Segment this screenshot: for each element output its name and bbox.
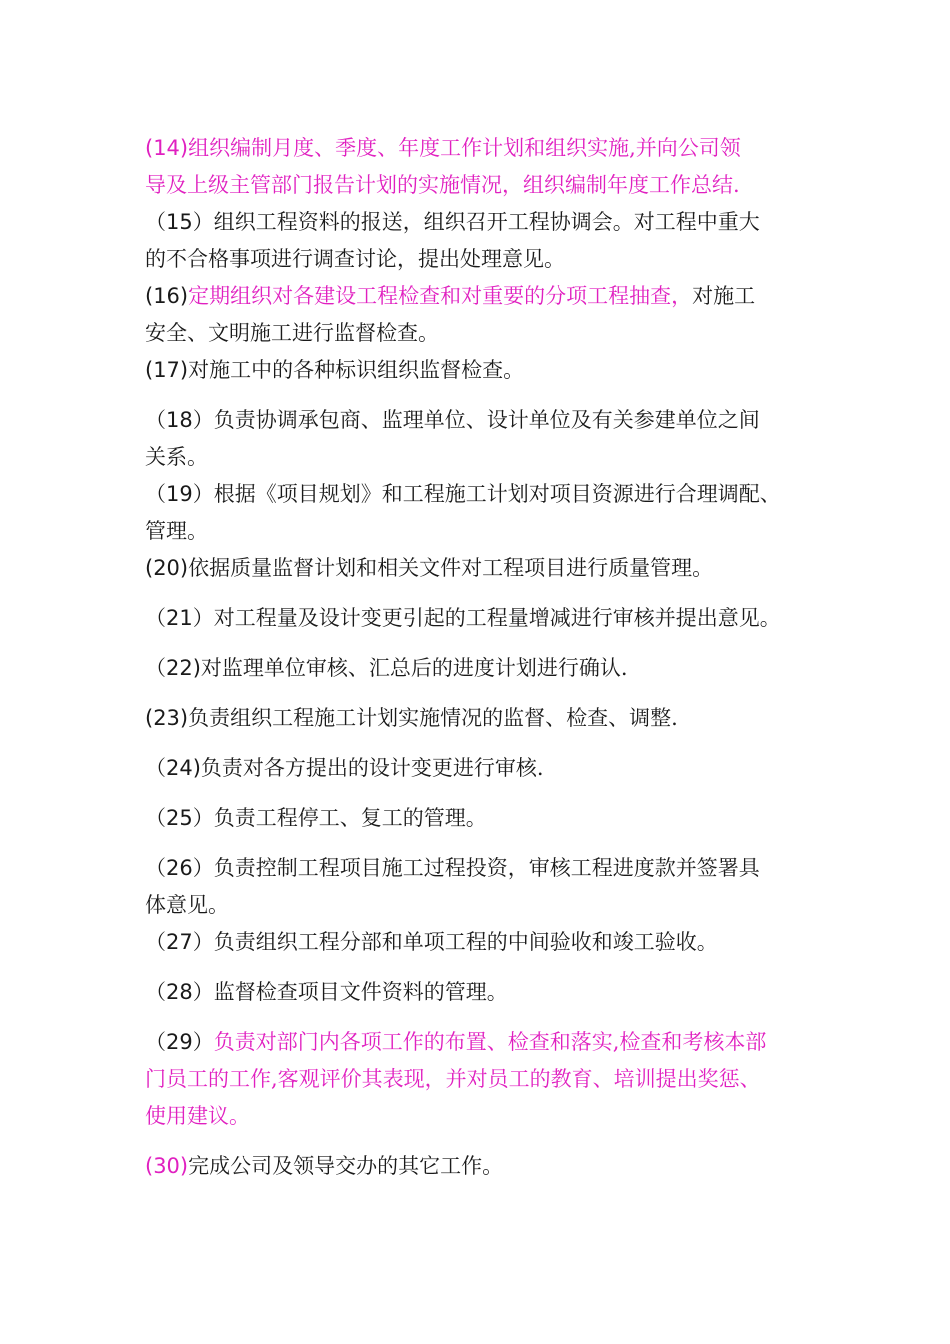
- text-segment: 关系。: [145, 445, 208, 469]
- text-line: [145, 887, 825, 924]
- text-segment: 负责组织工程分部和单项工程的中间验收和竣工验收。: [213, 930, 718, 954]
- text-segment: 负责工程停工、复工的管理。: [213, 806, 487, 830]
- text-line: [145, 352, 825, 389]
- item-number: （15）: [145, 210, 214, 234]
- list-item: [145, 402, 825, 476]
- list-item: [145, 1024, 825, 1135]
- item-number: （28）: [145, 980, 214, 1004]
- item-number: （26）: [145, 856, 214, 880]
- item-number: （19）: [145, 482, 214, 506]
- text-segment: 监督检查项目文件资料的管理。: [213, 980, 508, 1004]
- text-line: [145, 476, 825, 513]
- list-item: [145, 1148, 825, 1185]
- text-line: [145, 130, 825, 167]
- text-segment: 负责控制工程项目施工过程投资，审核工程进度款并签署具: [213, 856, 760, 880]
- text-segment: 对工程量及设计变更引起的工程量增减进行审核并提出意见。: [213, 606, 781, 630]
- text-line: [145, 278, 825, 315]
- list-item: [145, 130, 825, 204]
- text-segment: 负责对各方提出的设计变更进行审核.: [200, 756, 544, 780]
- text-segment: 对施工: [692, 284, 756, 308]
- text-line: [145, 315, 825, 352]
- text-line: [145, 1098, 825, 1135]
- text-line: [145, 924, 825, 961]
- item-number: (16): [145, 284, 189, 308]
- list-item: [145, 352, 825, 389]
- text-segment: 完成公司及领导交办的其它工作。: [188, 1154, 504, 1178]
- text-segment: 根据《项目规划》和工程施工计划对项目资源进行合理调配、: [213, 482, 781, 506]
- list-item: [145, 278, 825, 352]
- list-item: [145, 476, 825, 550]
- list-item: [145, 600, 825, 637]
- text-segment: 门员工的工作,客观评价其表现，并对员工的教育、培训提出奖惩、: [145, 1067, 761, 1091]
- text-segment: 依据质量监督计划和相关文件对工程项目进行质量管理。: [188, 556, 714, 580]
- text-line: [145, 974, 825, 1011]
- item-number: (17): [145, 358, 189, 382]
- item-number: （18）: [145, 408, 214, 432]
- text-line: [145, 1148, 825, 1185]
- text-segment: 组织编制月度、季度、年度工作计划和组织实施,并向公司领: [188, 136, 741, 160]
- text-segment: 安全、文明施工进行监督检查。: [145, 321, 439, 345]
- item-number: （22): [145, 656, 201, 680]
- text-segment: 管理。: [145, 519, 208, 543]
- item-number: (30): [145, 1154, 189, 1178]
- item-number: (14): [145, 136, 189, 160]
- item-number: （29）: [145, 1030, 214, 1054]
- text-segment: 使用建议。: [145, 1104, 250, 1128]
- text-segment: 导及上级主管部门报告计划的实施情况，组织编制年度工作总结.: [145, 173, 740, 197]
- item-number: （24): [145, 756, 201, 780]
- item-number: (23): [145, 706, 189, 730]
- text-segment: 负责对部门内各项工作的布置、检查和落实,检查和考核本部: [213, 1030, 767, 1054]
- text-line: [145, 650, 825, 687]
- list-item: [145, 700, 825, 737]
- list-item: [145, 550, 825, 587]
- text-segment: 体意见。: [145, 893, 229, 917]
- text-line: [145, 850, 825, 887]
- text-line: [145, 1024, 825, 1061]
- item-number: (20): [145, 556, 189, 580]
- list-item: [145, 924, 825, 961]
- text-line: [145, 800, 825, 837]
- list-item: [145, 850, 825, 924]
- text-segment: 负责组织工程施工计划实施情况的监督、检查、调整.: [188, 706, 678, 730]
- text-line: [145, 167, 825, 204]
- text-line: [145, 204, 825, 241]
- list-item: [145, 650, 825, 687]
- list-item: [145, 750, 825, 787]
- text-line: [145, 402, 825, 439]
- text-line: [145, 1061, 825, 1098]
- text-line: [145, 241, 825, 278]
- text-line: [145, 550, 825, 587]
- text-segment: 组织工程资料的报送，组织召开工程协调会。对工程中重大: [213, 210, 760, 234]
- list-item: [145, 800, 825, 837]
- text-segment: 负责协调承包商、监理单位、设计单位及有关参建单位之间: [213, 408, 760, 432]
- list-item: [145, 204, 825, 278]
- text-line: [145, 513, 825, 550]
- text-segment: 定期组织对各建设工程检查和对重要的分项工程抽查，: [188, 284, 693, 308]
- text-line: [145, 750, 825, 787]
- item-number: （25）: [145, 806, 214, 830]
- text-line: [145, 600, 825, 637]
- text-line: [145, 439, 825, 476]
- item-number: （21）: [145, 606, 214, 630]
- item-number: （27）: [145, 930, 214, 954]
- list-item: [145, 974, 825, 1011]
- text-segment: 对监理单位审核、汇总后的进度计划进行确认.: [200, 656, 628, 680]
- text-segment: 对施工中的各种标识组织监督检查。: [188, 358, 525, 382]
- text-line: [145, 700, 825, 737]
- text-segment: 的不合格事项进行调查讨论，提出处理意见。: [145, 247, 565, 271]
